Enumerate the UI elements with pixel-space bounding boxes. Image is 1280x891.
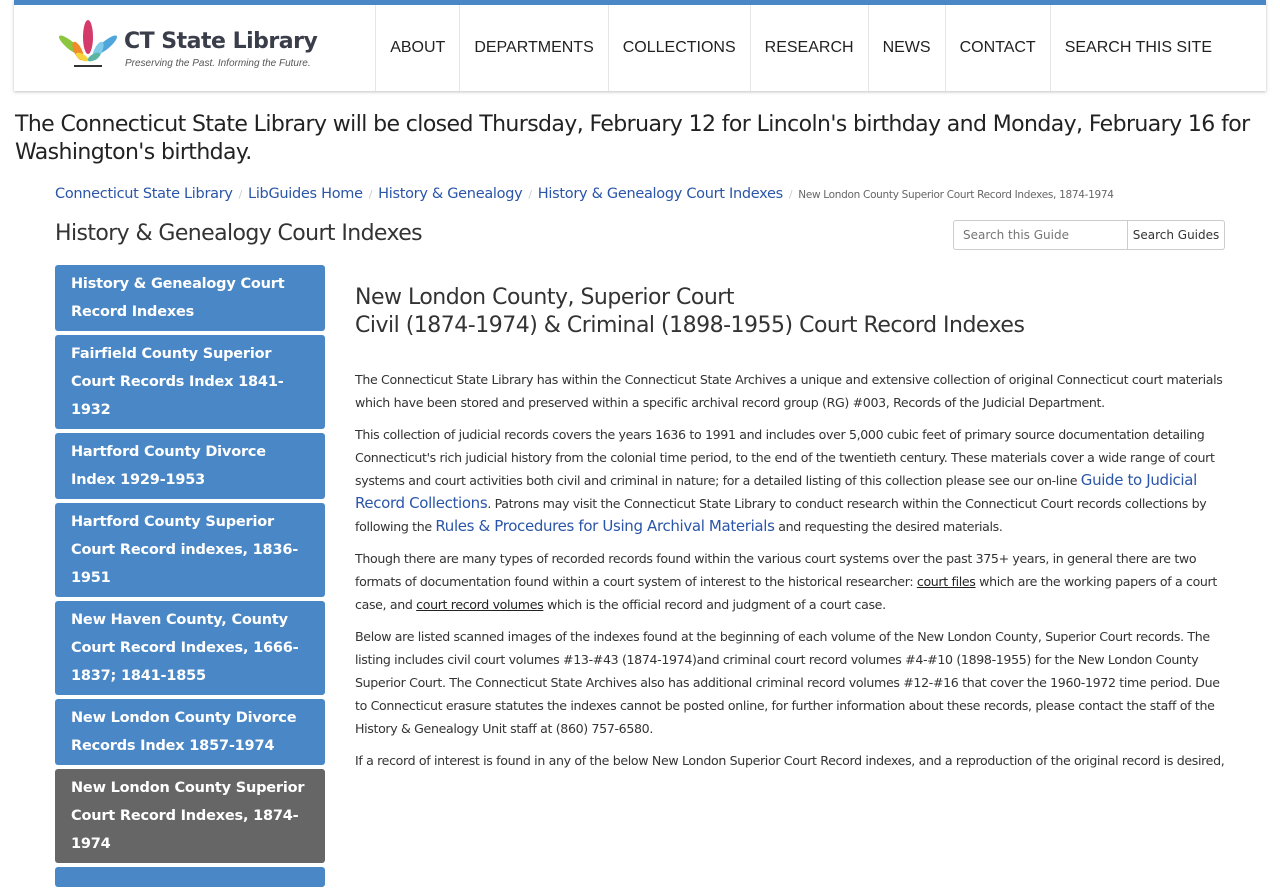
guide-sidebar bbox=[55, 265, 325, 891]
court-record-volumes-link[interactable]: court record volumes bbox=[416, 597, 544, 612]
breadcrumb-separator: / bbox=[368, 188, 373, 201]
collection-paragraph bbox=[355, 423, 1225, 538]
sidebar-item[interactable]: Fairfield County Superior Court Records Index 1841-1932 bbox=[55, 335, 325, 429]
court-files-link[interactable]: court files bbox=[916, 574, 976, 589]
nav-research[interactable]: RESEARCH bbox=[750, 5, 868, 91]
breadcrumb-current: New London County Superior Court Record Indexes, 1874-1974 bbox=[798, 189, 1114, 201]
heading-line-2: Civil (1874-1974) & Criminal (1898-1955) Court Record Indexes bbox=[355, 313, 1025, 338]
main-content bbox=[355, 284, 1225, 781]
breadcrumb-link[interactable]: History & Genealogy Court Indexes bbox=[537, 186, 783, 202]
text: which are the working papers of a court case, and bbox=[355, 574, 1217, 612]
nav-about[interactable]: ABOUT bbox=[375, 5, 459, 91]
breadcrumb-separator: / bbox=[238, 188, 243, 201]
formats-paragraph bbox=[355, 547, 1225, 616]
text: . Patrons may visit the Connecticut State Library to conduct research within the Connecticut Court records collections by following the bbox=[355, 496, 1207, 534]
site-header bbox=[14, 0, 1266, 91]
text: This collection of judicial records covers the years 1636 to 1991 and includes over 5,000 cubic feet of primary source documentation detailing Connecticut's rich judicial history from the colonial time period, to the end of the twentieth century. These materials cover a wide range of court systems and court activities both civil and criminal in nature; for a detailed listing of this collection please see our on-line bbox=[355, 427, 1215, 488]
sidebar-item[interactable]: Hartford County Divorce Index 1929-1953 bbox=[55, 433, 325, 499]
sidebar-item[interactable] bbox=[55, 867, 325, 887]
logo-title: CT State Library bbox=[124, 29, 318, 54]
main-nav bbox=[375, 5, 1266, 91]
guide-title: History & Genealogy Court Indexes bbox=[55, 221, 423, 246]
sidebar-item[interactable]: History & Genealogy Court Record Indexes bbox=[55, 265, 325, 331]
rules-procedures-link[interactable]: Rules & Procedures for Using Archival Materials bbox=[435, 517, 775, 535]
closure-alert: The Connecticut State Library will be closed Thursday, February 12 for Lincoln's birthday and Monday, February 16 for Washington's birthday. bbox=[15, 112, 1250, 165]
text: and requesting the desired materials. bbox=[774, 519, 1003, 534]
reproduction-paragraph: If a record of interest is found in any of the below New London Superior Court Record indexes, and a reproduction of the original record is desired, bbox=[355, 753, 1225, 768]
nav-search-this-site[interactable]: SEARCH THIS SITE bbox=[1050, 5, 1266, 91]
text: which is the official record and judgment of a court case. bbox=[543, 597, 886, 612]
guide-to-judicial-records-link[interactable]: Guide to Judicial Record Collections bbox=[355, 471, 1197, 512]
breadcrumb bbox=[55, 186, 1114, 202]
page-heading bbox=[355, 284, 1225, 340]
leaf-logo-icon bbox=[54, 17, 122, 75]
sidebar-item[interactable]: Hartford County Superior Court Record indexes, 1836-1951 bbox=[55, 503, 325, 597]
sidebar-item-active[interactable]: New London County Superior Court Record Indexes, 1874-1974 bbox=[55, 769, 325, 863]
logo-tagline: Preserving the Past. Informing the Future. bbox=[125, 58, 311, 69]
breadcrumb-separator: / bbox=[528, 188, 532, 201]
breadcrumb-separator: / bbox=[788, 188, 793, 201]
text: Though there are many types of recorded records found within the various court systems over the past 375+ years, in general there are two formats of documentation found within a court system of interest to the historical researcher: bbox=[355, 551, 1197, 589]
indexes-paragraph: Below are listed scanned images of the indexes found at the beginning of each volume of the New London County, Superior Court records. The listing includes civil court volumes #13-#43 (1874-1974)and criminal court record volumes #4-#10 (1898-1955) for the New London County Superior Court. The Connecticut State Archives also has additional criminal record volumes #12-#16 that cover the 1960-1972 time period. Due to Connecticut erasure statutes the indexes cannot be posted online, for further information about these records, please contact the staff of the History & Genealogy Unit staff at (860) 757-6580. bbox=[355, 629, 1220, 736]
search-guides-button[interactable]: Search Guides bbox=[1128, 220, 1225, 250]
nav-collections[interactable]: COLLECTIONS bbox=[608, 5, 750, 91]
nav-departments[interactable]: DEPARTMENTS bbox=[459, 5, 607, 91]
intro-paragraph: The Connecticut State Library has within the Connecticut State Archives a unique and extensive collection of original Connecticut court materials which have been stored and preserved within a specific archival record group (RG) #003, Records of the Judicial Department. bbox=[355, 372, 1223, 410]
breadcrumb-link[interactable]: LibGuides Home bbox=[248, 186, 363, 202]
nav-news[interactable]: NEWS bbox=[868, 5, 945, 91]
breadcrumb-link[interactable]: Connecticut State Library bbox=[55, 186, 233, 202]
nav-contact[interactable]: CONTACT bbox=[945, 5, 1050, 91]
sidebar-item[interactable]: New Haven County, County Court Record Indexes, 1666-1837; 1841-1855 bbox=[55, 601, 325, 695]
heading-line-1: New London County, Superior Court bbox=[355, 285, 734, 310]
sidebar-item[interactable]: New London County Divorce Records Index 1857-1974 bbox=[55, 699, 325, 765]
ct-state-library-logo[interactable] bbox=[54, 17, 324, 77]
search-guide-input[interactable] bbox=[953, 220, 1128, 250]
guide-search bbox=[953, 220, 1225, 250]
breadcrumb-link[interactable]: History & Genealogy bbox=[378, 186, 523, 202]
